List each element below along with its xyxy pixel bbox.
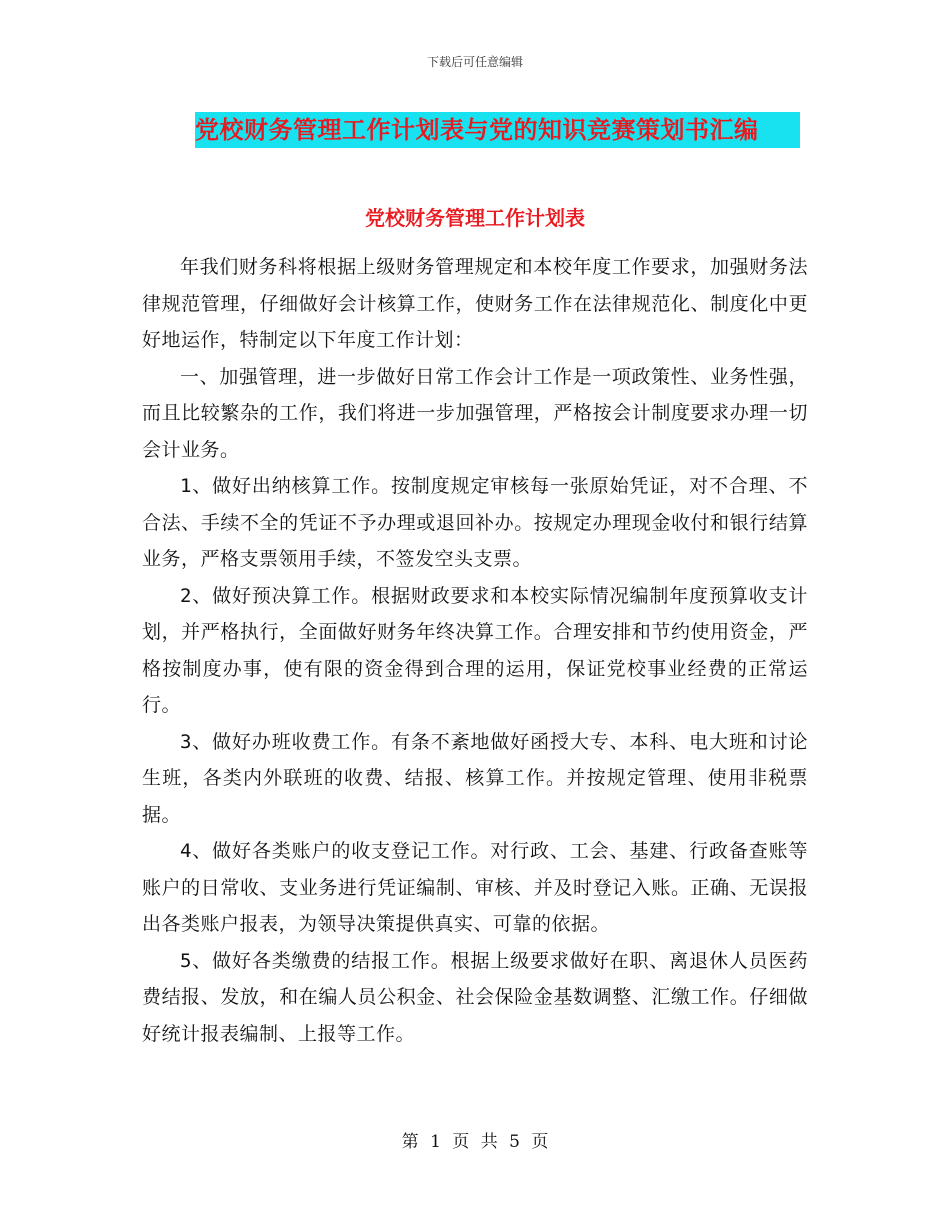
- paragraph: 3、做好办班收费工作。有条不紊地做好函授大专、本科、电大班和讨论生班，各类内外联班的收费、结报、核算工作。并按规定管理、使用非税票据。: [142, 730, 808, 826]
- body-text: [142, 249, 808, 1052]
- paragraph: 年我们财务科将根据上级财务管理规定和本校年度工作要求，加强财务法律规范管理，仔细做好会计核算工作，使财务工作在法律规范化、制度化中更好地运作，特制定以下年度工作计划：: [142, 256, 808, 351]
- paragraph: 5、做好各类缴费的结报工作。根据上级要求做好在职、离退休人员医药费结报、发放，和在编人员公积金、社会保险金基数调整、汇缴工作。仔细做好统计报表编制、上报等工作。: [142, 949, 808, 1045]
- page-footer: 第 1 页 共 5 页: [401, 1132, 549, 1152]
- section-title: 党校财务管理工作计划表: [365, 206, 585, 230]
- paragraph: 4、做好各类账户的收支登记工作。对行政、工会、基建、行政备查账等账户的日常收、支业务进行凭证编制、审核、并及时登记入账。正确、无误报出各类账户报表，为领导决策提供真实、可靠的依据。: [142, 840, 808, 935]
- paragraph: 1、做好出纳核算工作。按制度规定审核每一张原始凭证，对不合理、不合法、手续不全的凭证不予办理或退回补办。按规定办理现金收付和银行结算业务，严格支票领用手续，不签发空头支票。: [142, 475, 808, 570]
- header-note: 下载后可任意编辑: [426, 55, 523, 69]
- main-title: 党校财务管理工作计划表与党的知识竞赛策划书汇编: [195, 112, 800, 148]
- paragraph: 一、加强管理，进一步做好日常工作会计工作是一项政策性、业务性强，而且比较繁杂的工作，我们将进一步加强管理，严格按会计制度要求办理一切会计业务。: [142, 365, 808, 461]
- paragraph: 2、做好预决算工作。根据财政要求和本校实际情况编制年度预算收支计划，并严格执行，全面做好财务年终决算工作。合理安排和节约使用资金，严格按制度办事，使有限的资金得到合理的运用，保证党校事业经费的正常运行。: [142, 584, 808, 716]
